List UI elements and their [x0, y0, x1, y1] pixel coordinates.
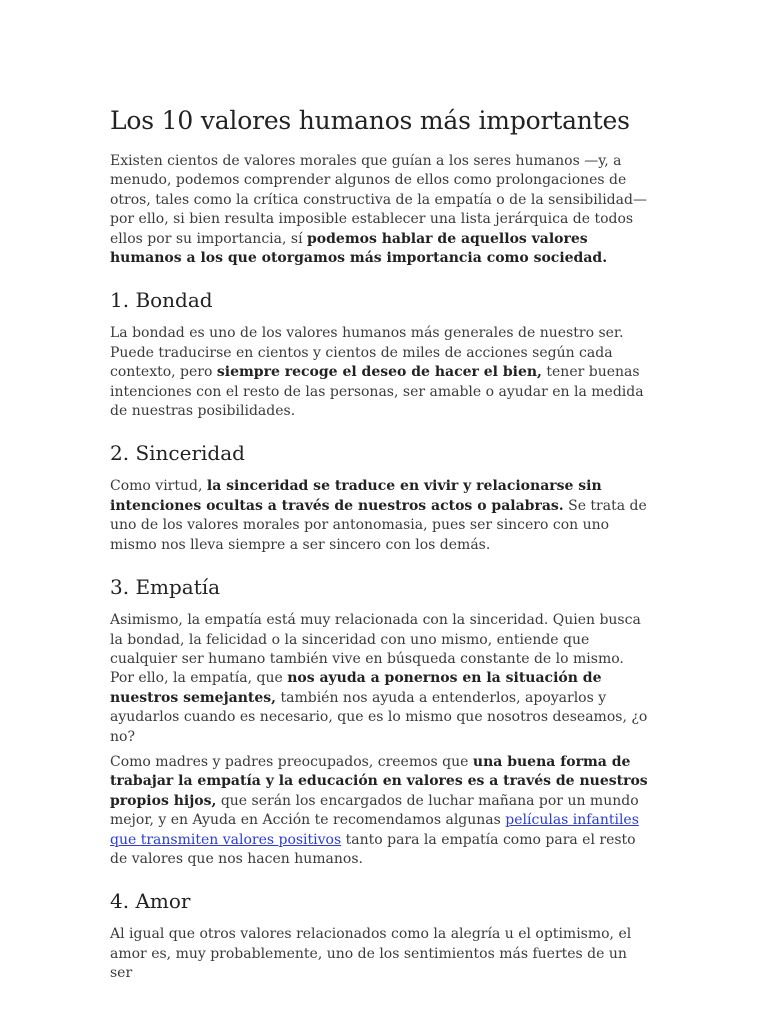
empatia-paragraph-1 — [110, 611, 650, 747]
page-title: Los 10 valores humanos más importantes — [110, 106, 630, 135]
intro-bold-text: podemos hablar de aquellos valores humanos a los que otorgamos más importancia como sociedad. — [110, 230, 608, 267]
empatia-paragraph-2 — [110, 753, 650, 869]
bondad-paragraph — [110, 324, 650, 421]
article-body — [110, 104, 650, 990]
sinceridad-bold-text: la sinceridad se traduce en vivir y relacionarse sin intenciones ocultas a través de nuestros actos o palabras. — [110, 478, 602, 514]
empatia-p1-text-1: Asimismo, la empatía está muy relacionada con la sinceridad. Quien busca la bondad, la felicidad o la sinceridad con uno mismo, entiende que cualquier ser humano también vive en búsqueda constante de lo mismo. Por ello, la empatía, que — [110, 612, 641, 687]
amor-text-1: Al igual que otros valores relacionados como la alegría u el optimismo, el amor es, muy probablemente, uno de los sentimientos más fuertes de un ser — [110, 926, 632, 982]
intro-text: Existen cientos de valores morales que guían a los seres humanos —y, a menudo, podemos comprender algunos de ellos como prolongaciones de otros, tales como la crítica constructiva de la empatía o de la sensibilidad— por ello, si bien resulta imposible establecer una lista jerárquica de todos ellos por su importancia, sí — [110, 153, 647, 247]
sinceridad-paragraph — [110, 477, 650, 555]
empatia-p1-text-2: también nos ayuda a entenderlos, apoyarlos y ayudarlos cuando es necesario, que es lo mismo que nosotros deseamos, ¿o no? — [110, 689, 648, 745]
sinceridad-text-2: Se trata de uno de los valores morales por antonomasia, pues ser sincero con uno mismo nos lleva siempre a ser sincero con los demás. — [110, 497, 647, 553]
amor-paragraph — [110, 925, 650, 983]
bondad-text-2: tener buenas intenciones con el resto de las personas, ser amable o ayudar en la medida de nuestras posibilidades. — [110, 364, 644, 420]
heading-amor: 4. Amor — [110, 889, 191, 914]
intro-paragraph — [110, 152, 650, 268]
empatia-p2-text-2: que serán los encargados de luchar mañana por un mundo mejor, y en Ayuda en Acción te recomendamos algunas — [110, 792, 639, 829]
bondad-bold-text: siempre recoge el deseo de hacer el bien, — [216, 364, 542, 381]
empatia-p1-bold-text: nos ayuda a ponernos en la situación de nuestros semejantes, — [110, 670, 602, 706]
empatia-p2-text-1: Como madres y padres preocupados, creemos que — [110, 753, 473, 770]
empatia-p2-text-3: tanto para la empatía como para el resto de valores que nos hacen humanos. — [110, 831, 636, 867]
heading-empatia: 3. Empatía — [110, 575, 221, 600]
sinceridad-text-1: Como virtud, — [110, 478, 207, 495]
bondad-text-1: La bondad es uno de los valores humanos más generales de nuestro ser. Puede traducirse en cientos y cientos de miles de acciones según cada contexto, pero — [110, 325, 624, 381]
heading-bondad: 1. Bondad — [110, 288, 213, 313]
empatia-p2-bold-text: una buena forma de trabajar la empatía y la educación en valores es a través de nuestros propios hijos, — [110, 753, 648, 809]
peliculas-infantiles-link[interactable]: películas infantiles que transmiten valores positivos — [110, 812, 639, 848]
heading-sinceridad: 2. Sinceridad — [110, 441, 245, 466]
